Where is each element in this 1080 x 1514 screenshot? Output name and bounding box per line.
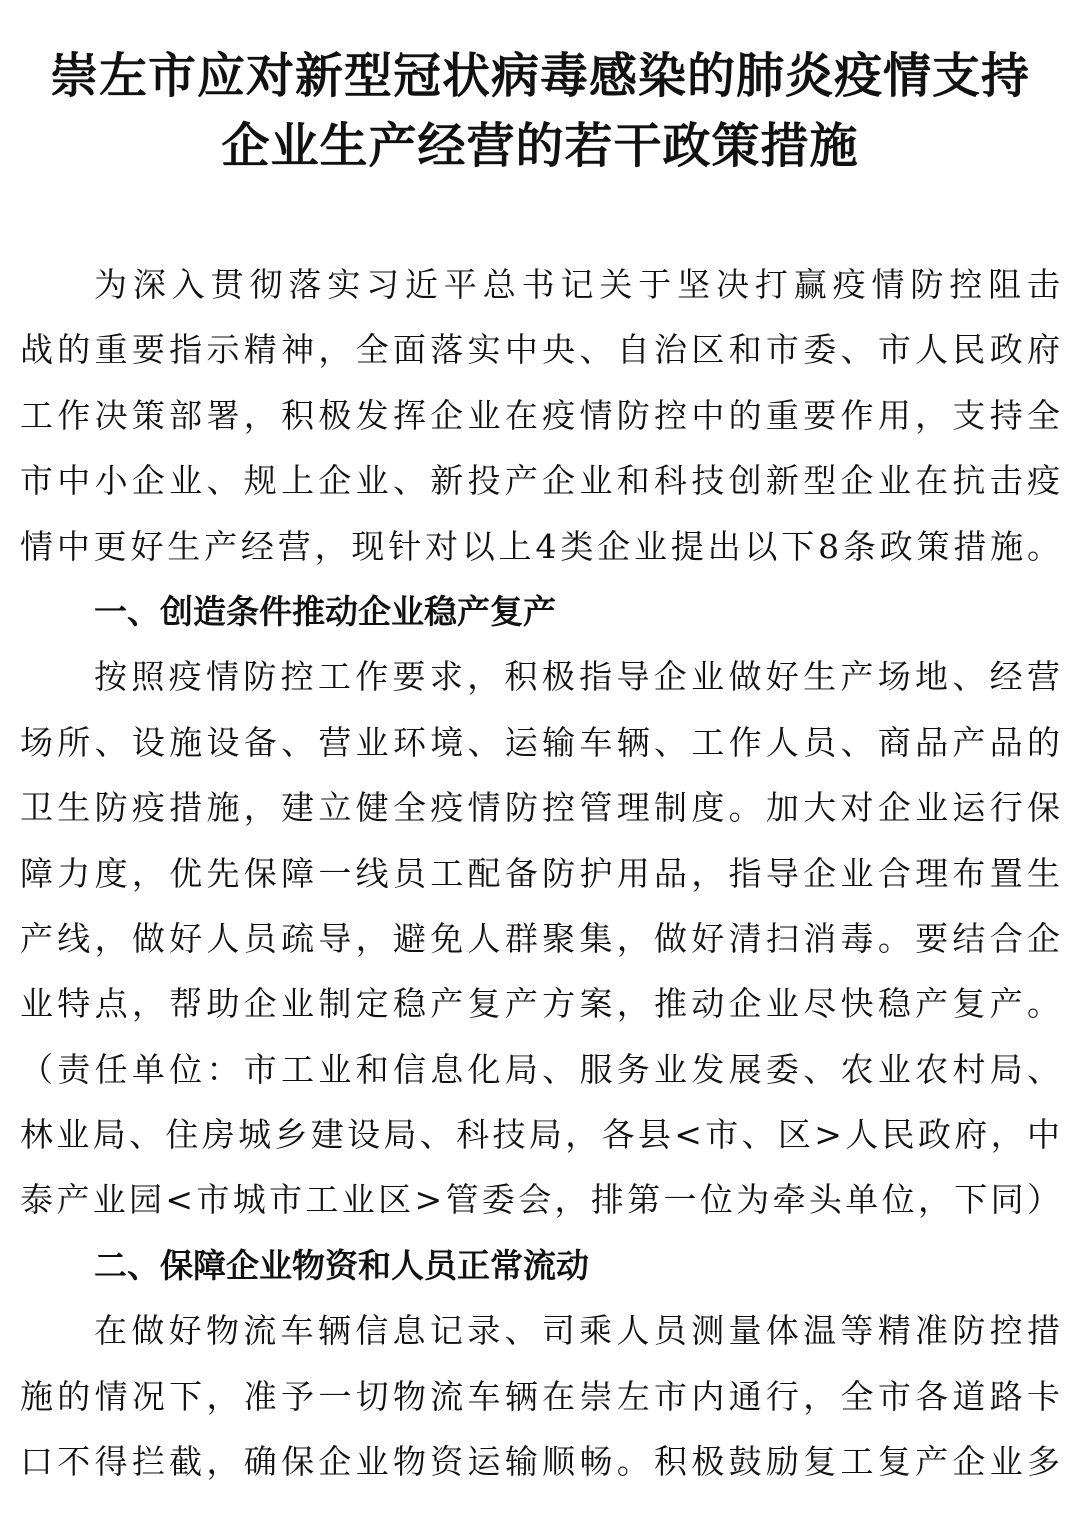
- body-line: 泰产业园<市城市工业区>管委会，排第一位为牵头单位，下同）: [20, 1180, 1060, 1220]
- body-line: 口不得拦截，确保企业物资运输顺畅。积极鼓励复工复产企业多: [20, 1442, 1060, 1482]
- body-line: 战的重要指示精神，全面落实中央、自治区和市委、市人民政府: [20, 330, 1060, 370]
- body-line: 卫生防疫措施，建立健全疫情防控管理制度。加大对企业运行保: [20, 788, 1060, 828]
- document-body: [20, 252, 1060, 1494]
- document-title-line-2: 企业生产经营的若干政策措施: [221, 118, 859, 174]
- document-title-line-1: 崇左市应对新型冠状病毒感染的肺炎疫情支持: [49, 48, 1030, 104]
- body-line: 在做好物流车辆信息记录、司乘人员测量体温等精准防控措: [94, 1311, 1060, 1351]
- body-line: 业特点，帮助企业制定稳产复产方案，推动企业尽快稳产复产。: [20, 984, 1060, 1024]
- section-heading-2: 二、保障企业物资和人员正常流动: [94, 1245, 589, 1285]
- body-line: 情中更好生产经营，现针对以上4类企业提出以下8条政策措施。: [20, 526, 1060, 566]
- body-line: 工作决策部署，积极发挥企业在疫情防控中的重要作用，支持全: [20, 395, 1060, 435]
- body-line: 为深入贯彻落实习近平总书记关于坚决打赢疫情防控阻击: [94, 265, 1060, 304]
- body-line: 场所、设施设备、营业环境、运输车辆、工作人员、商品产品的: [20, 722, 1060, 762]
- body-line: 施的情况下，准予一切物流车辆在崇左市内通行，全市各道路卡: [20, 1376, 1060, 1416]
- body-line: 障力度，优先保障一线员工配备防护用品，指导企业合理布置生: [20, 853, 1060, 893]
- body-line: 林业局、住房城乡建设局、科技局，各县<市、区>人民政府，中: [20, 1115, 1060, 1155]
- body-line: 市中小企业、规上企业、新投产企业和科技创新型企业在抗击疫: [20, 461, 1060, 501]
- body-line: 按照疫情防控工作要求，积极指导企业做好生产场地、经营: [94, 657, 1060, 697]
- body-line: （责任单位：市工业和信息化局、服务业发展委、农业农村局、: [20, 1049, 1060, 1089]
- body-line: 产线，做好人员疏导，避免人群聚集，做好清扫消毒。要结合企: [20, 918, 1060, 958]
- section-heading-1: 一、创造条件推动企业稳产复产: [94, 591, 556, 631]
